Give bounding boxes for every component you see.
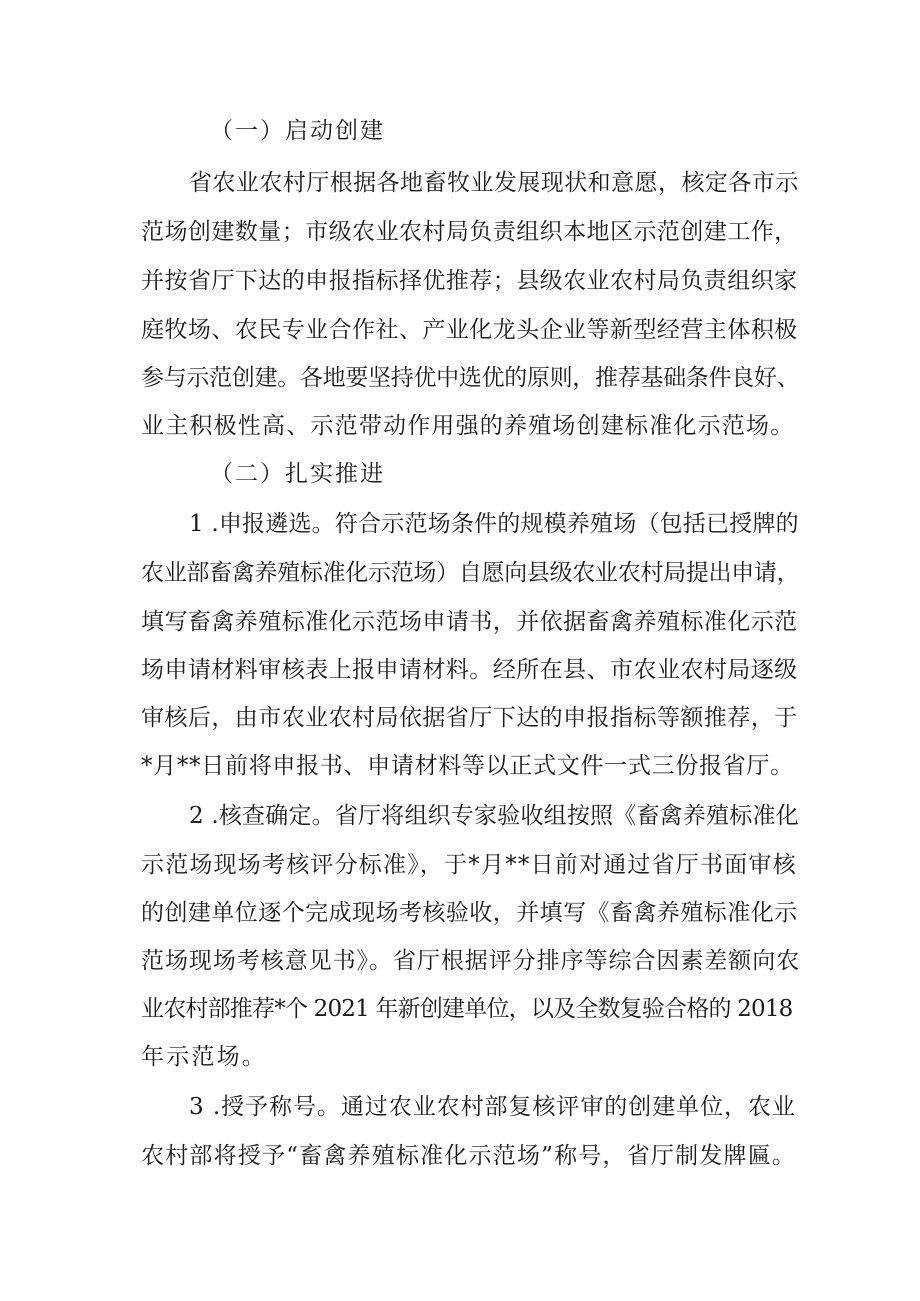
paragraph-line: 参与示范创建。各地要坚持优中选优的原则，推荐基础条件良好、: [141, 365, 800, 391]
item-2-line: 示范场现场考核评分标准》，于*月**日前对通过省厅书面审核: [141, 852, 797, 878]
item-3-line: 农村部将授予“畜禽养殖标准化示范场”称号，省厅制发牌匾。: [141, 1143, 797, 1169]
item-1-line: 填写畜禽养殖标准化示范场申请书，并依据畜禽养殖标准化示范: [141, 609, 798, 635]
item-1-line: 农业部畜禽养殖标准化示范场）自愿向县级农业农村局提出申请，: [141, 560, 800, 586]
paragraph-line: 业主积极性高、示范带动作用强的养殖场创建标准化示范场。: [141, 413, 795, 439]
section-1-heading: （一）启动创建: [210, 118, 385, 144]
item-1-line: *月**日前将申报书、申请材料等以正式文件一式三份报省厅。: [141, 753, 794, 779]
item-2-line: 范场现场考核意见书》。省厅根据评分排序等综合因素差额向农: [141, 948, 801, 974]
item-2-line: 的创建单位逐个完成现场考核验收，并填写《畜禽养殖标准化示: [141, 900, 798, 926]
item-2-line: 年示范场。: [141, 1044, 267, 1070]
section-2-heading: （二）扎实推进: [210, 461, 385, 487]
item-1-line: 审核后，由市农业农村局依据省厅下达的申报指标等额推荐，于: [141, 705, 798, 731]
paragraph-line: 并按省厅下达的申报指标择优推荐；县级农业农村局负责组织家: [141, 268, 798, 294]
paragraph-line: 庭牧场、农民专业合作社、产业化龙头企业等新型经营主体积极: [141, 317, 798, 343]
item-1-line: 场申请材料审核表上报申请材料。经所在县、市农业农村局逐级: [141, 657, 798, 683]
paragraph-line: 省农业农村厅根据各地畜牧业发展现状和意愿，核定各市示: [189, 170, 799, 196]
item-3-line: 3 .授予称号。通过农业农村部复核评审的创建单位，农业: [189, 1094, 796, 1120]
paragraph-line: 范场创建数量；市级农业农村局负责组织本地区示范创建工作，: [141, 219, 798, 245]
item-1-line: 1 .申报遴选。符合示范场条件的规模养殖场（包括已授牌的: [189, 511, 799, 537]
item-2-line: 业农村部推荐*个 2021 年新创建单位，以及全数复验合格的 2018: [141, 996, 793, 1022]
item-2-line: 2 .核查确定。省厅将组织专家验收组按照《畜禽养殖标准化: [189, 803, 799, 829]
